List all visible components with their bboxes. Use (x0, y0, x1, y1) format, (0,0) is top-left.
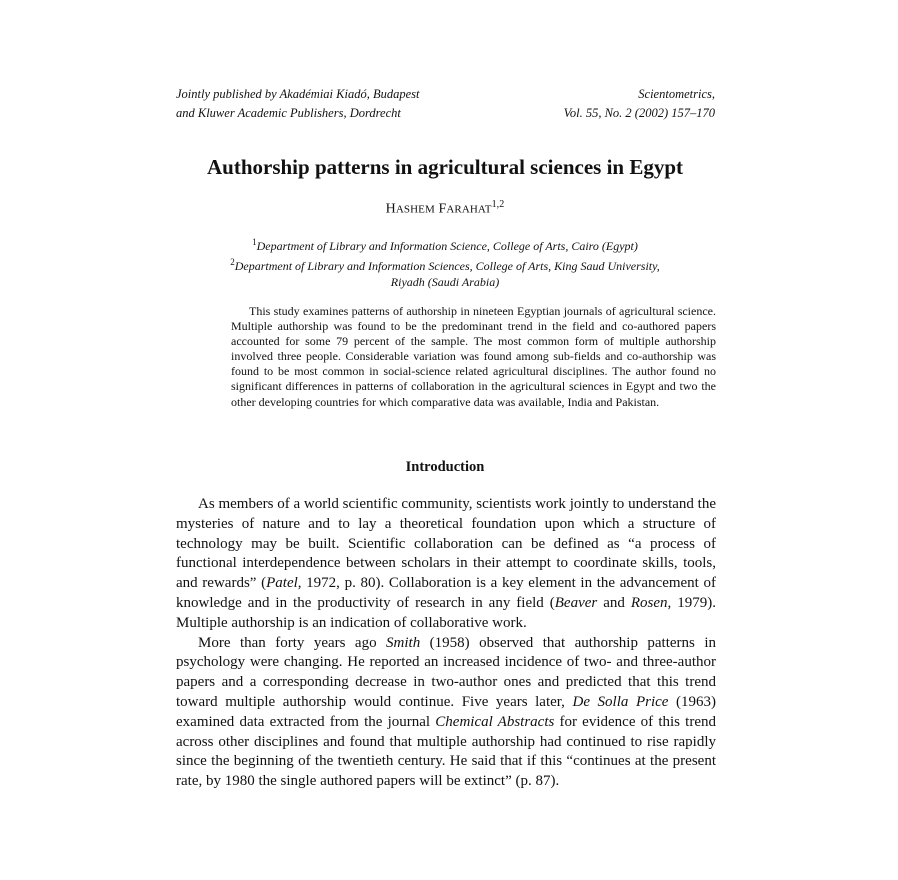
author-last-rest: ARAHAT (446, 203, 492, 216)
affiliation-2-cont (0, 274, 890, 290)
p2-text-e: (1963) examined data extracted from the journal (176, 693, 716, 730)
journal-name: Scientometrics, (638, 87, 715, 101)
p1-cite-rosen: Rosen (630, 594, 668, 611)
journal-citation (564, 85, 715, 122)
author-first-rest: ASHEM (395, 203, 435, 216)
journal-volume: Vol. 55, No. 2 (2002) 157–170 (563, 105, 715, 120)
p2-journal-name: Chemical Abstracts (435, 713, 555, 730)
affiliation-2-number: 2 (230, 257, 235, 267)
p1-text-a: As members of a world scientific community, scientists work jointly to understand the mysteries of nature and to lay a theoretical foundation upon which a structure of technology may be built. Scientific collaboration can be defined as “a process of functional interdependence between scholars in their attempt to coordinate skills, tools, and rewards” ( (176, 496, 716, 592)
publisher-line-2: and Kluwer Academic Publishers, Dordrecht (176, 105, 401, 120)
paper-title: Authorship patterns in agricultural sciences in Egypt (206, 155, 684, 179)
affiliation-1-number: 1 (252, 237, 257, 247)
author-affiliation-marks: 1,2 (491, 199, 505, 210)
p1-text-c: , 1972, p. 80). Collaboration is a key element in the advancement of knowledge and in the productivity of research in any field ( (176, 575, 717, 611)
paragraph-1 (176, 495, 716, 634)
p2-text-a: More than forty years ago (198, 634, 387, 651)
author-last-initial: F (438, 201, 447, 217)
affiliation-2-text: Department of Library and Information Sciences, College of Arts, King Saud University, (234, 259, 660, 273)
p2-text-g: for evidence of this trend across other disciplines and found that multiple authorship had continued to rise rapidly since the beginning of the twentieth century. He said that if this “continues at the present rate, by 1980 the single authored papers will be extinct” (p. 87). (176, 713, 716, 790)
author-first-initial: H (385, 201, 396, 217)
abstract: This study examines patterns of authorship in nineteen Egyptian journals of agricultural science. Multiple authorship was found to be the predominant trend in the field and co-authored papers accounted for some 79 percent of the sample. The most common form of multiple authorship involved three people. Considerable variation was found among sub-fields and co-authorship was found to be most common in social-science related agricultural disciplines. The author found no significant differences in patterns of collaboration in the agricultural sciences in Egypt and two the other developing countries for which comparative data was available, India and Pakistan. (231, 304, 716, 409)
p1-cite-beaver: Beaver (554, 594, 598, 611)
body-text (176, 495, 716, 792)
p1-text-g: , 1979). Multiple authorship is an indication of collaborative work. (176, 594, 716, 631)
section-heading-introduction: Introduction (405, 459, 485, 475)
publisher-note (176, 85, 419, 122)
paragraph-2 (176, 634, 716, 792)
affiliations (0, 234, 890, 290)
affiliation-2-city: Riyadh (Saudi Arabia) (390, 275, 500, 289)
p1-cite-patel: Patel (266, 575, 298, 592)
publisher-line-1: Jointly published by Akadémiai Kiadó, Budapest (176, 87, 420, 101)
affiliation-1 (0, 234, 890, 254)
p2-cite-price: De Solla Price (572, 693, 669, 710)
p1-text-e: and (597, 594, 631, 611)
affiliation-2 (0, 254, 890, 274)
author-name (0, 199, 890, 218)
p2-text-c: (1958) observed that authorship patterns in psychology were changing. He reported an increased incidence of two- and three-author papers and a corresponding decrease in two-author ones and predicted that this trend toward multiple authorship would continue. Five years later, (176, 634, 717, 710)
affiliation-1-text: Department of Library and Information Science, College of Arts, Cairo (Egypt) (256, 239, 638, 253)
p2-cite-smith: Smith (386, 634, 421, 651)
